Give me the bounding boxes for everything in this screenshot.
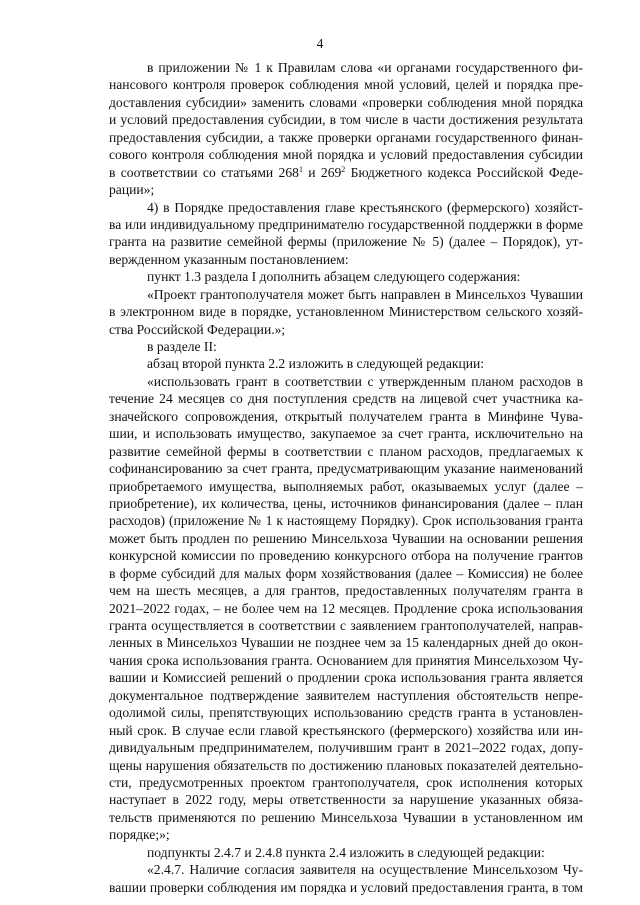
text-line: рации»; [109,182,155,198]
text-line: может быть продлен по решению Минсельхоза Чувашии на основании решения [109,530,583,546]
text-line: наступает в 2022 году, меры ответственности за нарушение указанных обяза- [109,792,583,808]
text-line: гранта осуществляется в соответствии с заявлением грантополучателей, направ- [109,618,583,633]
text-line: вашии проверки соблюдения им порядка и условий предоставления гранта, в том [109,879,583,895]
text-line: дивидуальным предпринимателем, получившим грант в 2021–2022 годах, допу- [109,740,583,756]
text-line: предоставления субсидии, а также проверки органами государственного финан- [109,129,583,145]
text-line: значейского сопровождения, открытый получателем гранта в Минфине Чува- [109,408,583,424]
text-line: течение 24 месяцев со дня поступления средств на лицевой счет участника ка- [109,391,583,407]
page-number: 4 [316,36,324,51]
text-segment: и 269 [302,164,342,180]
text-line: гранта на развитие семейной фермы (приложение № 5) (далее – Порядок), ут- [109,234,583,250]
text-line: ва или индивидуальному предпринимателю государственной поддержки в форме [109,216,583,232]
text-line: в приложении № 1 к Правилам слова «и органами государственного фи- [147,60,583,75]
text-line: приобретение), их количества, цены, источников финансирования (далее – план [109,495,583,511]
text-line: чем на шесть месяцев, а для грантов, предоставленных получателям гранта в [109,583,583,599]
text-line: подпункты 2.4.7 и 2.4.8 пункта 2.4 изложить в следующей редакции: [147,844,545,860]
text-line: сти, предусмотренных проектом грантополучателя, срок исполнения которых [109,774,583,790]
superscript: 1 [298,164,303,174]
text-segment: Бюджетного кодекса Российской Феде- [345,164,583,180]
text-line: в форме субсидий для малых форм хозяйствования (далее – Комиссия) не более [109,565,583,581]
text-line: и условий предоставления субсидии, в том числе в части достижения результата [109,112,583,128]
text-line: в разделе II: [147,339,217,354]
text-line [109,164,583,181]
text-line: щены нарушения обязательств по достижению плановых показателей деятельно- [109,757,583,773]
superscript: 2 [341,164,346,174]
text-line: ленных в Минсельхоз Чувашии не позднее чем за 15 календарных дней до окон- [109,635,583,651]
text-line: порядке;»; [109,827,170,843]
text-line: развитие семейной фермы в соответствии с планом расходов, предлагаемых к [109,443,583,459]
text-line: вержденном указанным постановлением: [109,251,349,267]
text-line: чания срока использования гранта. Основанием для принятия Минсельхозом Чу- [109,652,583,668]
text-line: тельств применяются по решению Минсельхоза Чувашии в установленном им [109,809,583,825]
text-line: ный срок. В случае если главой крестьянского (фермерского) хозяйства или ин- [109,722,583,738]
text-segment: в соответствии со статьями 268 [109,164,299,180]
text-line: расходов) (приложение № 1 к настоящему Порядку). Срок использования гранта [109,513,583,529]
text-line: «использовать грант в соответствии с утвержденным планом расходов в [147,373,583,389]
text-line: одолимой силы, препятствующих использованию средств гранта в установлен- [109,705,583,721]
text-line: в электронном виде в порядке, установленном Министерством сельского хозяй- [109,304,583,320]
text-line: 2021–2022 годах, – не более чем на 12 месяцев. Продление срока использования [109,600,583,616]
text-line: пункт 1.3 раздела I дополнить абзацем следующего содержания: [147,269,521,285]
text-line: шии, и использовать имущество, закупаемое за счет гранта, исключительно на [109,426,583,442]
text-line: приобретаемого имущества, выполняемых работ, оказываемых услуг (далее – [109,478,583,494]
text-line: документальное подтверждение заявителем наступления обстоятельств непре- [109,687,583,703]
text-line: нансового контроля проверок соблюдения мной условий, целей и порядка пре- [109,77,583,93]
text-line: конкурсной комиссии по проведению конкурсного отбора на получение грантов [109,548,583,564]
text-line: доставления субсидии» заменить словами «проверки соблюдения мной порядка [109,94,583,110]
text-line: софинансированию за счет гранта, предусматривающим указание наименований [109,461,583,477]
text-line: «Проект грантополучателя может быть направлен в Минсельхоз Чувашии [147,286,583,302]
text-line: вашии и Комиссией решений о продлении срока использования гранта является [109,670,583,686]
text-line: 4) в Порядке предоставления главе крестьянского (фермерского) хозяйст- [147,199,583,215]
text-line: сового контроля соблюдения мной порядка и условий предоставления субсидии [109,147,583,163]
document-text [109,59,583,896]
text-line: ства Российской Федерации.»; [109,321,286,337]
text-line: «2.4.7. Наличие согласия заявителя на осуществление Минсельхозом Чу- [147,862,583,878]
text-line: абзац второй пункта 2.2 изложить в следующей редакции: [147,356,485,372]
